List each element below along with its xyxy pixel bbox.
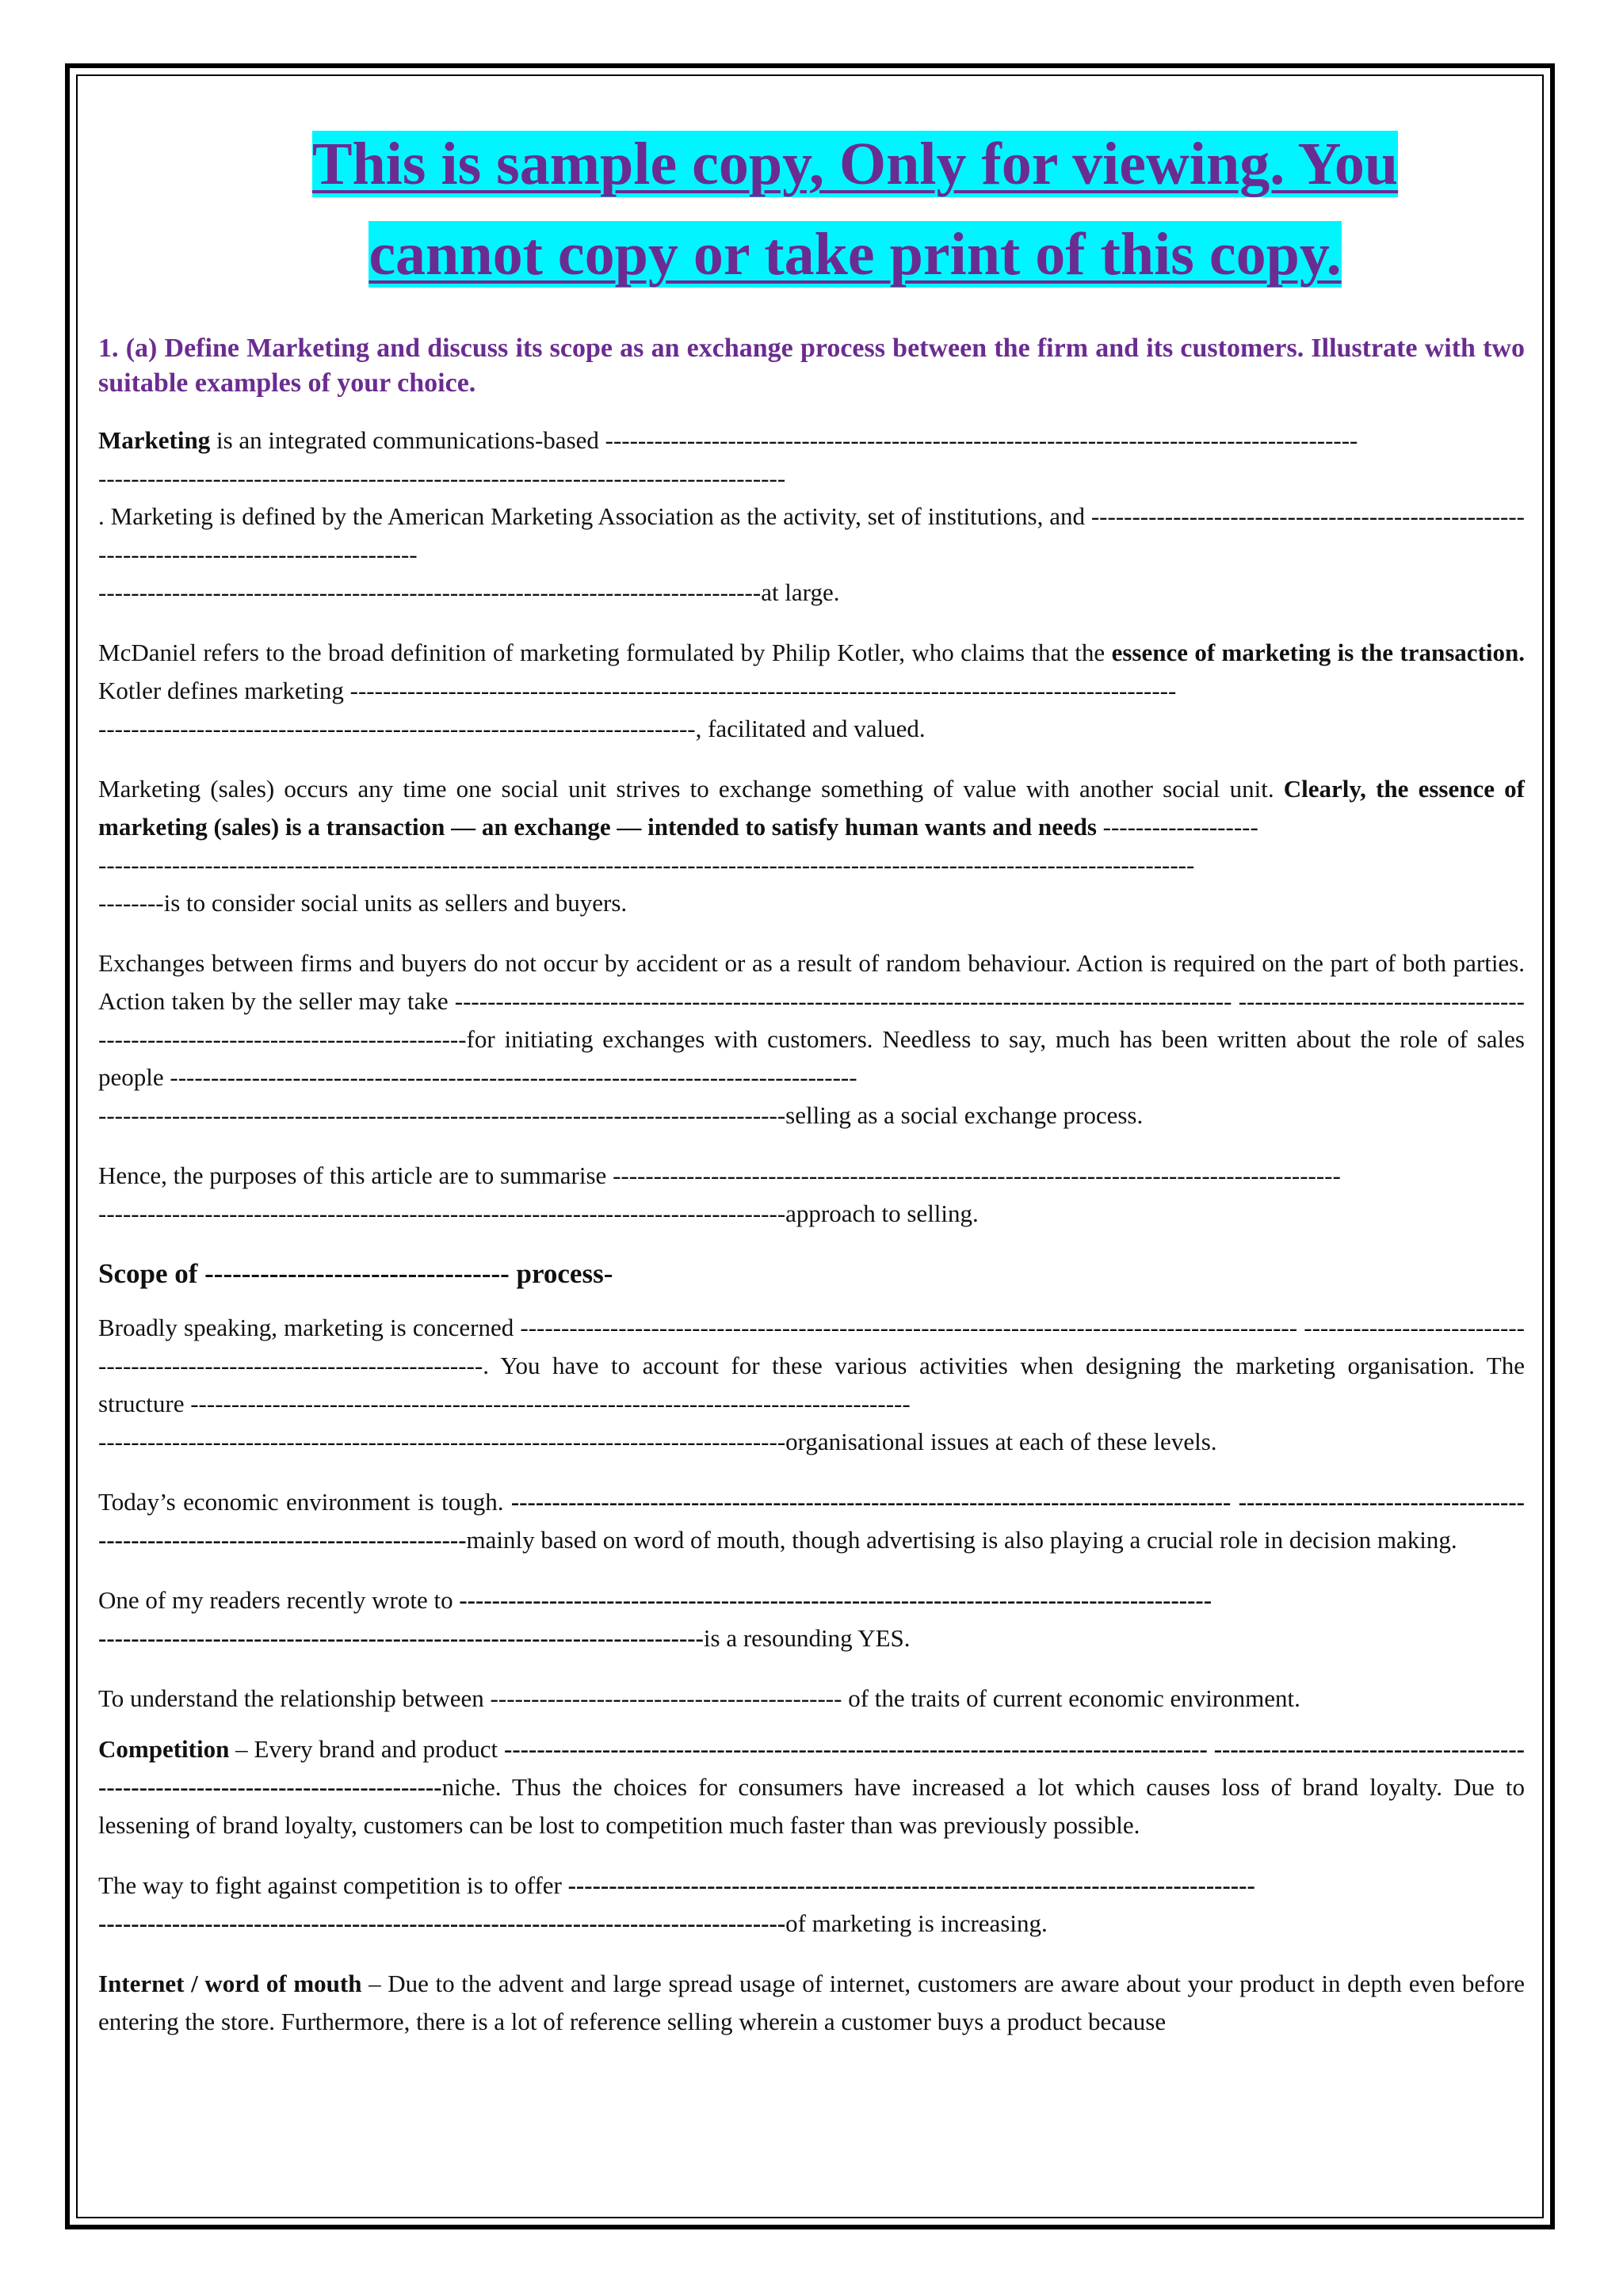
text: Kotler defines marketing [98, 677, 350, 704]
blank-line: ------------------------------------------------------------------------------------ [98, 1428, 786, 1455]
text: of the traits of current economic environment. [842, 1684, 1300, 1712]
term-competition: Competition [98, 1735, 230, 1763]
text: , facilitated and valued. [695, 715, 926, 742]
blank-line: -------------------------------------------------------------------------- [98, 1624, 704, 1652]
banner-line-1: This is sample copy, Only for viewing. You [311, 131, 1399, 197]
blank-line: -------- [98, 889, 164, 917]
text: – Due to the advent and large spread usage of internet, customers are aware about your product in depth even before entering the store. Furthermore, there is a lot of reference selling wherein a customer buys a product because [98, 1970, 1526, 2035]
text: One of my readers recently wrote to [98, 1586, 460, 1614]
blank-line: ----------------------------------------------------------------------------------------------- [454, 987, 1232, 1015]
blank-line: -------------------------------------------------------------------------------- [98, 987, 1526, 1053]
text: Marketing (sales) occurs any time one social unit strives to exchange something of value with another social unit. [98, 775, 1284, 803]
blank-line: -------------------------------------------------------------------------------------------- [98, 502, 1525, 568]
text: for initiating exchanges with customers. Needless to say, much has been written about the role of sales people [98, 1025, 1525, 1091]
blank-line: --------------------------------- [204, 1258, 510, 1289]
paragraph-purposes [98, 1157, 1525, 1233]
paragraph-economic [98, 1483, 1525, 1559]
blank-line: ---------------------------------------------------------------------------------------- [190, 1390, 911, 1417]
blank-line: -------------------------------------------------------------------------------- [98, 1735, 1525, 1801]
blank-line: ----------------------------------------------------------------------------------------------- [520, 1314, 1298, 1341]
text: at large. [761, 578, 840, 606]
blank-line: ----------------------------------------------------------------------------------------------------- [349, 677, 1177, 704]
text: . You have to account for these various activities when designing the marketing organisation. The structure [98, 1352, 1525, 1417]
blank-line: -------------------------------------------------------------------------------- [98, 1488, 1526, 1554]
text: selling as a social exchange process. [785, 1101, 1144, 1129]
blank-line: -------------------------------------------------------------------------- [98, 1314, 1525, 1379]
blank-line: -------------------------------------------------------------------------------------- [504, 1735, 1208, 1763]
blank-line-wrap [98, 1905, 1525, 1943]
paragraph-firms-buyers [98, 944, 1525, 1135]
blank-line-wrap [98, 1097, 1525, 1135]
blank-line: ------------------------------------------------------------------------------------ [567, 1871, 1255, 1899]
question-heading: 1. (a) Define Marketing and discuss its scope as an exchange process between the firm and its customers. Illustrate with two suitable examples of your choice. [98, 334, 1525, 398]
blank-line: ------------------------------------------- [490, 1684, 842, 1712]
text: is a resounding YES. [703, 1624, 911, 1652]
text: process- [509, 1258, 613, 1289]
paragraph-competition [98, 1730, 1525, 1844]
banner-line-2: cannot copy or take print of this copy. [369, 221, 1342, 288]
text: The way to fight against competition is to offer [98, 1871, 568, 1899]
blank-line: -------------------------------------------------------------------------------------------- [605, 426, 1358, 454]
text: – Every brand and product [229, 1735, 505, 1763]
text: of marketing is increasing. [785, 1909, 1048, 1937]
text: Broadly speaking, marketing is concerned [98, 1314, 521, 1341]
blank-line-wrap [98, 1423, 1525, 1461]
blank-line: ------------------------------------------------------------------------------------ [170, 1063, 857, 1091]
text: niche. Thus the choices for consumers have increased a lot which causes loss of brand loyalty. Due to lessening of brand loyalty, customers can be lost to competition much faster than was previously possible. [98, 1773, 1525, 1839]
text: Scope of [98, 1258, 205, 1289]
blank-line-wrap [98, 710, 1525, 748]
paragraph-broadly [98, 1309, 1525, 1461]
term-marketing: Marketing [98, 426, 211, 454]
bold-text: Clearly, the essence of marketing (sales) is a transaction — an exchange — intended to satisfy human wants and needs [98, 775, 1525, 841]
text: mainly based on word of mouth, though advertising is also playing a crucial role in decision making. [466, 1526, 1457, 1554]
blank-line: -------------------------------------------------------------------------------------------------------------------------------------- [98, 851, 1195, 879]
blank-line: ---------------------------------------------------------------------------------------- [510, 1488, 1232, 1516]
blank-line: --------------------------------------------------------------------------------- [98, 578, 762, 606]
blank-line: ------------------------------------------------------------------------------------ [98, 1909, 786, 1937]
paragraph-readers [98, 1581, 1525, 1657]
blank-line: ----------------------------------------------------------------------------------------- [613, 1161, 1341, 1189]
text: organisational issues at each of these levels. [785, 1428, 1217, 1455]
text: is an integrated communications-based [210, 426, 605, 454]
sample-copy-banner [185, 119, 1525, 299]
paragraph-exchange [98, 770, 1525, 922]
text: is to consider social units as sellers and buyers. [163, 889, 628, 917]
text: To understand the relationship between [98, 1684, 491, 1712]
paragraph-internet [98, 1965, 1525, 2041]
blank-line: ------------------------------------------------------------------------------------ [98, 464, 786, 492]
blank-line: -------------------------------------------------------------------------------------------- [459, 1586, 1212, 1614]
blank-line: ------------------- [1102, 813, 1258, 841]
blank-line-wrap [98, 884, 1525, 922]
blank-line: ------------------------------------------------------------------------------------ [98, 1199, 786, 1227]
text: Hence, the purposes of this article are to summarise [98, 1161, 613, 1189]
paragraph-kotler [98, 634, 1525, 748]
text: approach to selling. [785, 1199, 979, 1227]
blank-line: ------------------------------------------------------------------------- [98, 715, 696, 742]
document-body [98, 119, 1525, 2063]
text: Exchanges between firms and buyers do not occur by accident or as a result of random behaviour. Action is required on the part of both parties. Action taken by the seller may take [98, 949, 1525, 1015]
blank-line-wrap [98, 1195, 1525, 1233]
paragraph-fight-competition [98, 1867, 1525, 1943]
paragraph-marketing-definition [98, 421, 1525, 612]
bold-text: essence of marketing is the transaction. [1111, 639, 1525, 666]
blank-line-wrap [98, 1619, 1525, 1657]
term-internet: Internet / word of mouth [98, 1970, 362, 1997]
blank-line-wrap [98, 574, 1525, 612]
section-heading-scope [98, 1255, 1525, 1293]
text: Today’s economic environment is tough. [98, 1488, 511, 1516]
blank-line: ------------------------------------------------------------------------------------ [98, 1101, 786, 1129]
paragraph-relationship [98, 1680, 1525, 1718]
text: McDaniel refers to the broad definition of marketing formulated by Philip Kotler, who claims that the [98, 639, 1112, 666]
text: . Marketing is defined by the American Marketing Association as the activity, set of institutions, and [98, 502, 1091, 530]
